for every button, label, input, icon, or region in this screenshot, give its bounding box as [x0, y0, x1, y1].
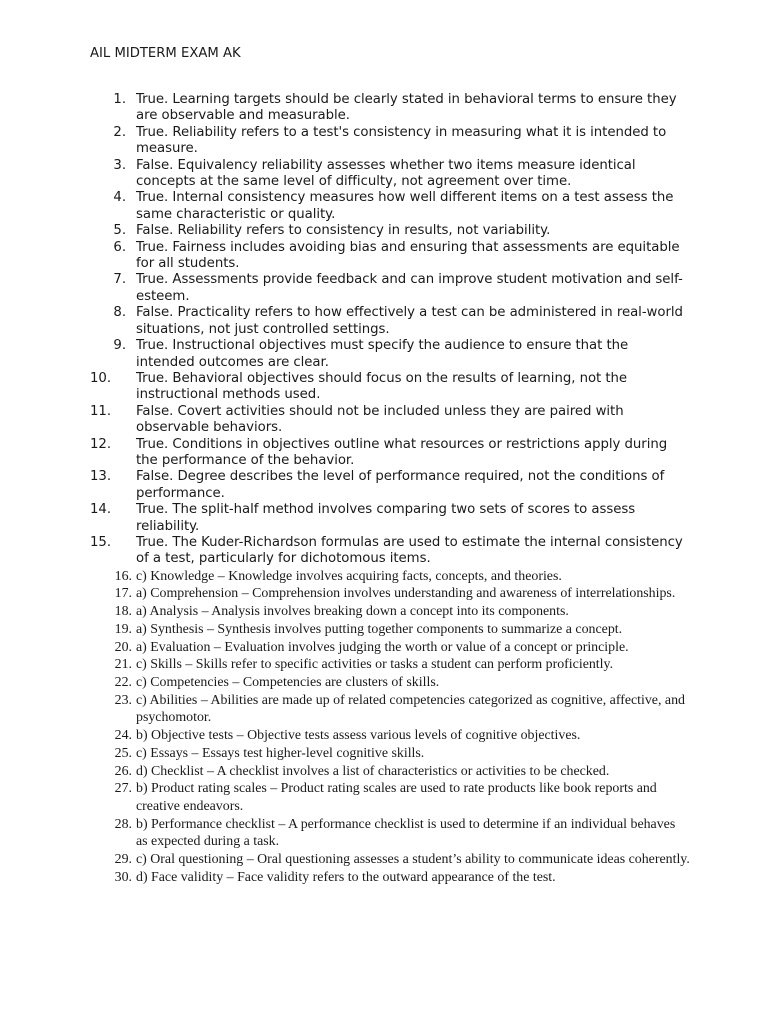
item-text: True. The split-half method involves comparing two sets of scores to assess reliability.: [136, 502, 636, 534]
list-item: [90, 469, 690, 502]
item-number: 16.: [114, 568, 132, 584]
item-number: 19.: [114, 621, 132, 637]
item-number: 3.: [113, 157, 126, 173]
item-text: False. Degree describes the level of performance required, not the conditions of performance.: [136, 469, 665, 501]
item-number: 27.: [114, 781, 132, 797]
item-text: c) Knowledge – Knowledge involves acquiring facts, concepts, and theories.: [136, 568, 562, 584]
item-text: d) Checklist – A checklist involves a list of characteristics or activities to be checked.: [136, 763, 610, 779]
list-item: [90, 727, 690, 745]
list-item: [90, 223, 690, 239]
item-number: 17.: [114, 586, 132, 602]
list-item: [90, 692, 690, 727]
list-item: [90, 338, 690, 371]
document-title: AIL MIDTERM EXAM AK: [90, 46, 241, 61]
list-item: [90, 371, 690, 404]
item-text: a) Synthesis – Synthesis involves putting together components to summarize a concept.: [136, 621, 623, 637]
item-number: 9.: [113, 338, 126, 354]
list-item: [90, 502, 690, 535]
list-item: [90, 404, 690, 437]
item-number: 22.: [114, 675, 132, 690]
list-item: [90, 190, 690, 223]
answer-key-list: [90, 92, 690, 886]
list-item: [90, 656, 690, 674]
item-number: 23.: [114, 692, 132, 708]
item-number: 5.: [113, 223, 126, 239]
item-text: c) Competencies – Competencies are clusters of skills.: [136, 675, 440, 690]
item-text: False. Reliability refers to consistency in results, not variability.: [136, 223, 551, 239]
item-number: 18.: [114, 604, 132, 620]
item-text: b) Product rating scales – Product rating scales are used to rate products like book reports and creative endeavors.: [136, 781, 657, 814]
list-item: [90, 745, 690, 763]
item-number: 24.: [114, 728, 132, 744]
item-text: d) Face validity – Face validity refers to the outward appearance of the test.: [136, 869, 556, 885]
item-number: 13.: [90, 469, 111, 485]
item-text: True. Assessments provide feedback and can improve student motivation and self-esteem.: [136, 272, 683, 304]
list-item: [90, 869, 690, 887]
list-item: [90, 272, 690, 305]
item-number: 21.: [114, 657, 132, 673]
item-text: True. Reliability refers to a test's consistency in measuring what it is intended to measure.: [136, 124, 667, 157]
item-number: 14.: [90, 502, 111, 518]
list-item: [90, 437, 690, 470]
item-text: True. Internal consistency measures how well different items on a test assess the same characteristic or quality.: [136, 190, 674, 222]
item-text: False. Practicality refers to how effectively a test can be administered in real-world situations, not just controlled settings.: [136, 305, 683, 337]
list-item: [90, 125, 690, 158]
item-text: a) Analysis – Analysis involves breaking down a concept into its components.: [136, 604, 569, 620]
list-item: [90, 305, 690, 338]
list-item: [90, 92, 690, 125]
item-number: 12.: [90, 436, 111, 452]
item-number: 6.: [113, 239, 126, 255]
item-number: 7.: [113, 272, 126, 288]
item-number: 11.: [90, 403, 111, 419]
item-text: c) Oral questioning – Oral questioning assesses a student’s ability to communicate ideas coherently.: [136, 852, 690, 868]
item-text: c) Abilities – Abilities are made up of related competencies categorized as cognitive, affective, and psychomotor.: [136, 692, 685, 726]
list-item: [90, 639, 690, 657]
item-text: c) Essays – Essays test higher-level cognitive skills.: [136, 745, 425, 761]
item-number: 4.: [113, 190, 126, 206]
item-number: 30.: [114, 869, 132, 885]
list-item: [90, 763, 690, 781]
list-item: [90, 240, 690, 273]
item-number: 15.: [90, 534, 111, 550]
item-number: 1.: [113, 92, 126, 107]
list-item: [90, 568, 690, 586]
item-number: 26.: [114, 763, 132, 779]
item-text: b) Performance checklist – A performance checklist is used to determine if an individual behaves as expected during a task.: [136, 816, 676, 850]
list-item: [90, 851, 690, 869]
item-text: False. Equivalency reliability assesses whether two items measure identical concepts at the same level of difficulty, not agreement over time.: [136, 157, 636, 190]
item-text: False. Covert activities should not be included unless they are paired with observable behaviors.: [136, 403, 624, 436]
item-number: 25.: [114, 745, 132, 761]
item-number: 29.: [114, 852, 132, 868]
item-number: 2.: [113, 124, 126, 140]
list-item: [90, 158, 690, 191]
item-number: 20.: [114, 639, 132, 655]
item-text: c) Skills – Skills refer to specific activities or tasks a student can perform proficiently.: [136, 657, 614, 673]
item-text: a) Evaluation – Evaluation involves judging the worth or value of a concept or principle.: [136, 639, 629, 655]
item-text: True. Behavioral objectives should focus on the results of learning, not the instructional methods used.: [136, 370, 628, 403]
list-item: [90, 585, 690, 603]
item-text: True. Conditions in objectives outline what resources or restrictions apply during the performance of the behavior.: [136, 436, 668, 468]
item-text: b) Objective tests – Objective tests assess various levels of cognitive objectives.: [136, 728, 581, 744]
list-item: [90, 603, 690, 621]
list-item: [90, 674, 690, 692]
item-text: a) Comprehension – Comprehension involves understanding and awareness of interrelationships.: [136, 586, 676, 602]
item-number: 8.: [113, 305, 126, 321]
item-number: 28.: [114, 816, 132, 832]
list-item: [90, 816, 690, 851]
item-text: True. Fairness includes avoiding bias and ensuring that assessments are equitable for all students.: [136, 239, 680, 272]
item-text: True. The Kuder-Richardson formulas are used to estimate the internal consistency of a test, particularly for dichotomous items.: [136, 534, 683, 567]
item-text: True. Learning targets should be clearly stated in behavioral terms to ensure they are observable and measurable.: [136, 92, 677, 124]
item-text: True. Instructional objectives must specify the audience to ensure that the intended outcomes are clear.: [136, 338, 629, 370]
item-number: 10.: [90, 370, 111, 386]
list-item: [90, 621, 690, 639]
list-item: [90, 780, 690, 815]
list-item: [90, 535, 690, 568]
